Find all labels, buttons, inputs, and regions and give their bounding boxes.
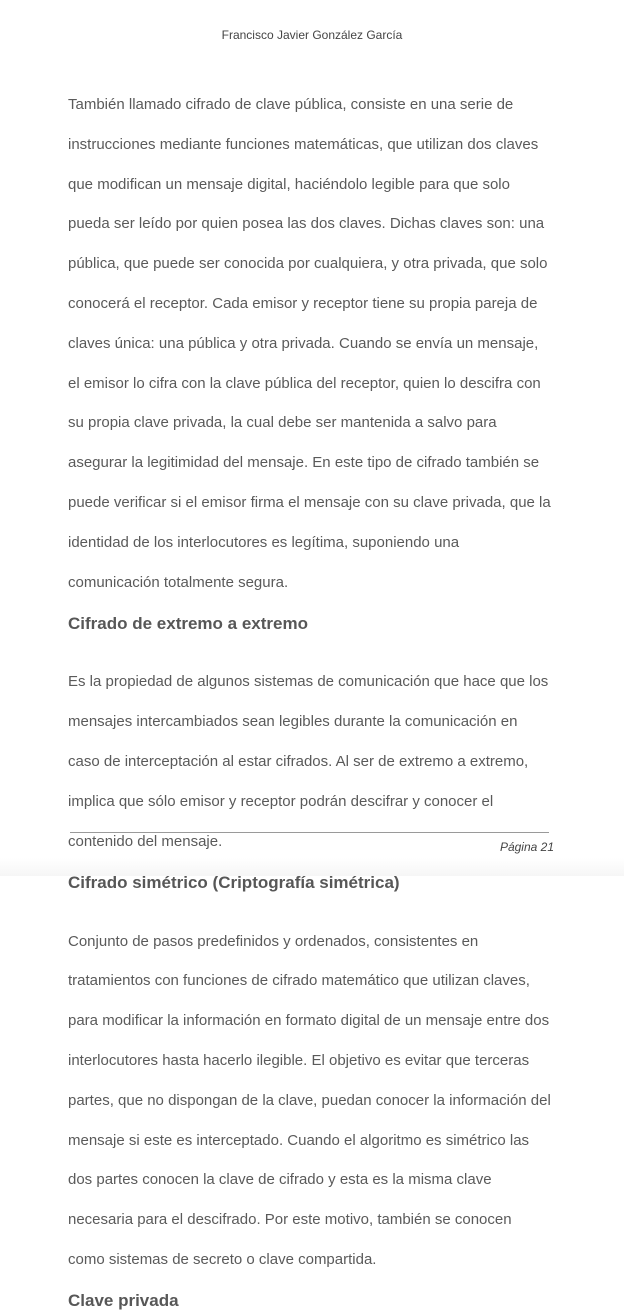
text-line: También llamado cifrado de clave pública, consiste en una serie de bbox=[68, 95, 514, 113]
text-line: implica que sólo emisor y receptor podrán descifrar y conocer el bbox=[68, 792, 494, 810]
text-line: para modificar la información en formato digital de un mensaje entre dos bbox=[68, 1012, 550, 1030]
section-heading: Cifrado de extremo a extremo bbox=[68, 613, 308, 633]
text-line: que modifican un mensaje digital, haciéndolo legible para que solo bbox=[68, 175, 510, 193]
text-line: Conjunto de pasos predefinidos y ordenados, consistentes en bbox=[68, 932, 479, 950]
text-line: identidad de los interlocutores es legítima, suponiendo una bbox=[68, 533, 460, 551]
text-line: interlocutores hasta hacerlo ilegible. El objetivo es evitar que terceras bbox=[68, 1051, 530, 1069]
text-line: contenido del mensaje. bbox=[68, 832, 223, 850]
text-line: el emisor lo cifra con la clave pública del receptor, quien lo descifra con bbox=[68, 374, 541, 392]
text-line: pública, que puede ser conocida por cualquiera, y otra privada, que solo bbox=[68, 255, 548, 273]
text-line: como sistemas de secreto o clave compartida. bbox=[68, 1251, 377, 1269]
section-public-key-intro bbox=[68, 75, 560, 593]
section-private-key bbox=[68, 1290, 560, 1312]
section-heading: Cifrado simétrico (Criptografía simétrica) bbox=[68, 872, 400, 892]
page-content bbox=[68, 75, 560, 1312]
text-line: conocerá el receptor. Cada emisor y receptor tiene su propia pareja de bbox=[68, 294, 538, 312]
paragraph-public-key bbox=[68, 75, 560, 593]
text-line: asegurar la legitimidad del mensaje. En este tipo de cifrado también se bbox=[68, 454, 540, 472]
text-line: mensajes intercambiados sean legibles durante la comunicación en bbox=[68, 713, 518, 731]
footer-divider bbox=[70, 832, 549, 833]
text-line: puede verificar si el emisor firma el mensaje con su clave privada, que la bbox=[68, 494, 551, 512]
page-header-author: Francisco Javier González García bbox=[221, 28, 403, 42]
text-line: partes, que no dispongan de la clave, puedan conocer la información del bbox=[68, 1091, 551, 1109]
section-heading: Clave privada bbox=[68, 1290, 179, 1310]
text-line: necesaria para el descifrado. Por este motivo, también se conocen bbox=[68, 1211, 512, 1229]
paragraph-end-to-end bbox=[68, 653, 560, 852]
page-number: Página 21 bbox=[499, 840, 554, 854]
text-line: claves única: una pública y otra privada. Cuando se envía un mensaje, bbox=[68, 334, 539, 352]
section-symmetric-encryption bbox=[68, 872, 560, 1270]
text-line: instrucciones mediante funciones matemáticas, que utilizan dos claves bbox=[68, 135, 539, 153]
text-line: mensaje si este es interceptado. Cuando el algoritmo es simétrico las bbox=[68, 1131, 530, 1149]
text-line: dos partes conocen la clave de cifrado y esta es la misma clave bbox=[68, 1171, 492, 1189]
section-end-to-end bbox=[68, 613, 560, 852]
text-line: su propia clave privada, la cual debe ser mantenida a salvo para bbox=[68, 414, 497, 432]
text-line: tratamientos con funciones de cifrado matemático que utilizan claves, bbox=[68, 972, 530, 990]
text-line: Es la propiedad de algunos sistemas de comunicación que hace que los bbox=[68, 673, 549, 691]
text-line: caso de interceptación al estar cifrados. Al ser de extremo a extremo, bbox=[68, 753, 529, 771]
text-line: pueda ser leído por quien posea las dos claves. Dichas claves son: una bbox=[68, 215, 545, 233]
text-line: comunicación totalmente segura. bbox=[68, 573, 289, 591]
paragraph-symmetric bbox=[68, 912, 560, 1270]
